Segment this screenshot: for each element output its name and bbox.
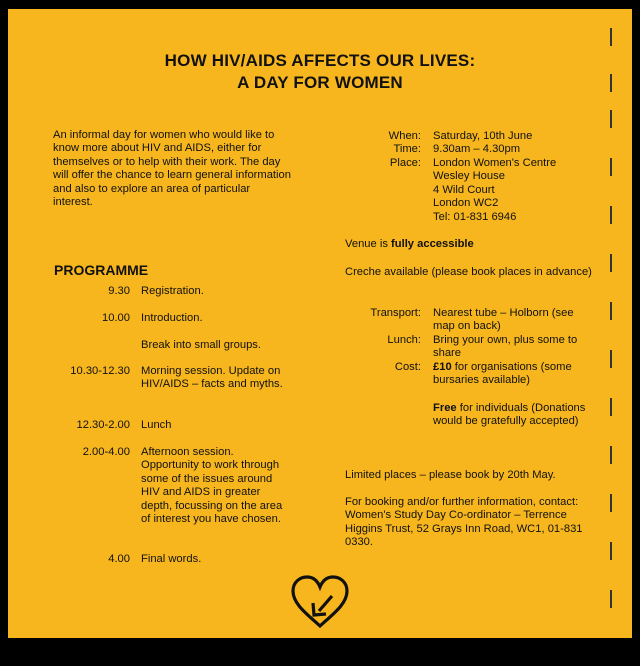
cost-label: Cost: (394, 361, 421, 373)
programme-desc: Introduction. (141, 312, 203, 324)
programme-time: 2.00-4.00 (82, 446, 130, 458)
cost-org-text: for organisations (some bursaries available) (433, 361, 572, 387)
limited-places-note: Limited places – please book by 20th May. (345, 469, 556, 481)
programme-time: 12.30-2.00 (76, 419, 130, 431)
cost-org-price: £10 (433, 361, 452, 373)
place-label: Place: (389, 157, 421, 169)
programme-heading: PROGRAMME (54, 262, 149, 278)
transport-label: Transport: (370, 307, 421, 319)
lunch-value: Bring your own, plus some to share (433, 334, 578, 360)
headline-line-1: HOW HIV/AIDS AFFECTS OUR LIVES: (164, 51, 476, 70)
telephone: Tel: 01-831 6946 (433, 211, 517, 223)
programme-desc: Morning session. Update on HIV/AIDS – facts and myths. (141, 365, 283, 391)
address-line: 4 Wild Court (433, 184, 495, 196)
when-label: When: (388, 130, 421, 142)
booking-contact: For booking and/or further information, contact: Women's Study Day Co-ordinator – Terrence Higgins Trust, 52 Grays Inn Road, WC1, 01-831 0330. (345, 496, 583, 549)
programme-time: 9.30 (108, 285, 130, 297)
time-label: Time: (393, 143, 421, 155)
when-value: Saturday, 10th June (433, 130, 533, 142)
lunch-label: Lunch: (387, 334, 421, 346)
venue-access (345, 238, 595, 251)
heart-arrow-logo (289, 574, 351, 630)
programme-time: 10.00 (102, 312, 130, 324)
programme-desc: Break into small groups. (141, 339, 262, 351)
cost-ind-price: Free (433, 402, 457, 414)
programme-desc: Final words. (141, 553, 202, 565)
creche-note: Creche available (please book places in advance) (345, 266, 592, 278)
programme-desc: Lunch (141, 419, 172, 431)
cost-ind-text: for individuals (Donations would be gratefully accepted) (433, 402, 586, 428)
programme-desc: Registration. (141, 285, 204, 297)
leaflet-page (8, 9, 632, 638)
venue-bold: fully accessible (391, 238, 474, 250)
place-value: London Women's Centre (433, 157, 557, 169)
intro-paragraph: An informal day for women who would like to know more about HIV and AIDS, either for themselves or to help with their work. The day will offer the chance to learn general information and also to explore an area of particular interest. (53, 129, 291, 209)
transport-value: Nearest tube – Holborn (see map on back) (433, 307, 574, 333)
programme-time: 10.30-12.30 (70, 365, 130, 377)
programme-desc: Afternoon session. Opportunity to work through some of the issues around HIV and AIDS in greater depth, focussing on the area of interest you have chosen. (141, 446, 283, 526)
cost-individuals (433, 402, 598, 429)
address-line: Wesley House (433, 170, 505, 182)
headline-line-2: A DAY FOR WOMEN (237, 73, 403, 92)
page-edge-marks (610, 0, 612, 666)
venue-prefix: Venue is (345, 238, 392, 250)
programme-time: 4.00 (108, 553, 130, 565)
time-value: 9.30am – 4.30pm (433, 143, 521, 155)
cost-organisations (433, 361, 598, 388)
address-line: London WC2 (433, 197, 499, 209)
